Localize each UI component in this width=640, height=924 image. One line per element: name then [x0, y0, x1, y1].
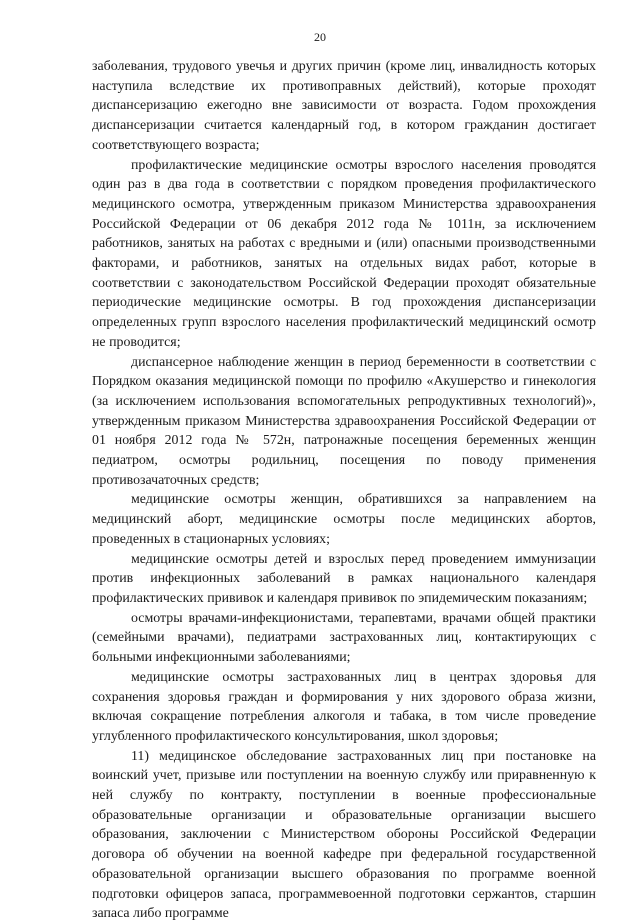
list-item: 11) медицинское обследование застрахованных лиц при постановке на воинский учет, призыве или поступлении на военную службу или приравненную к ней службу по контракту, поступлении в военные профессиональные образовательные организации и образовательные организации высшего образования, заключении с Министерством обороны Российской Федерации договора об обучении на военной кафедре при федеральной государственной образовательной организации высшего образования по программе военной подготовки офицеров запаса, программевоенной подготовки сержантов, старшин запаса либо программе — [92, 748, 596, 922]
paragraph: заболевания, трудового увечья и других причин (кроме лиц, инвалидность которых наступила вследствие их противоправных действий), которые проходят диспансеризацию ежегодно вне зависимости от возраста. Годом прохождения диспансеризации считается календарный год, в котором гражданин достигает соответствующего возраста; — [92, 59, 596, 153]
paragraph: медицинские осмотры женщин, обратившихся за направлением на медицинский аборт, медицинские осмотры после медицинских абортов, проведенных в стационарных условиях; — [92, 492, 596, 547]
document-body — [92, 57, 596, 924]
paragraph: медицинские осмотры детей и взрослых перед проведением иммунизации против инфекционных заболеваний в рамках национального календаря профилактических прививок и календаря прививок по эпидемическим показаниям; — [92, 551, 596, 606]
paragraph: профилактические медицинские осмотры взрослого населения проводятся один раз в два года в соответствии с порядком проведения профилактического медицинского осмотра, утвержденным приказом Министерства здравоохранения Российской Федерации от 06 декабря 2012 года № 1011н, за исключением работников, занятых на работах с вредными и (или) опасными производственными факторами, и работников, занятых на отдельных видах работ, которые в соответствии с законодательством Российской Федерации проходят обязательные периодические медицинские осмотры. В год прохождения диспансеризации определенных групп взрослого населения профилактический медицинский осмотр не проводится; — [92, 157, 596, 350]
paragraph: медицинские осмотры застрахованных лиц в центрах здоровья для сохранения здоровья граждан и формирования у них здорового образа жизни, включая сокращение потребления алкоголя и табака, в том числе проведение углубленного профилактического консультирования, школ здоровья; — [92, 669, 596, 744]
paragraph: диспансерное наблюдение женщин в период беременности в соответствии с Порядком оказания медицинской помощи по профилю «Акушерство и гинекология (за исключением использования вспомогательных репродуктивных технологий)», утвержденным приказом Министерства здравоохранения Российской Федерации от 01 ноября 2012 года № 572н, патронажные посещения беременных женщин педиатром, осмотры родильниц, посещения по поводу применения противозачаточных средств; — [92, 354, 596, 488]
paragraph: осмотры врачами-инфекционистами, терапевтами, врачами общей практики (семейными врачами), педиатрами застрахованных лиц, контактирующих с больными инфекционными заболеваниями; — [92, 610, 596, 666]
page-number: 20 — [314, 30, 326, 44]
